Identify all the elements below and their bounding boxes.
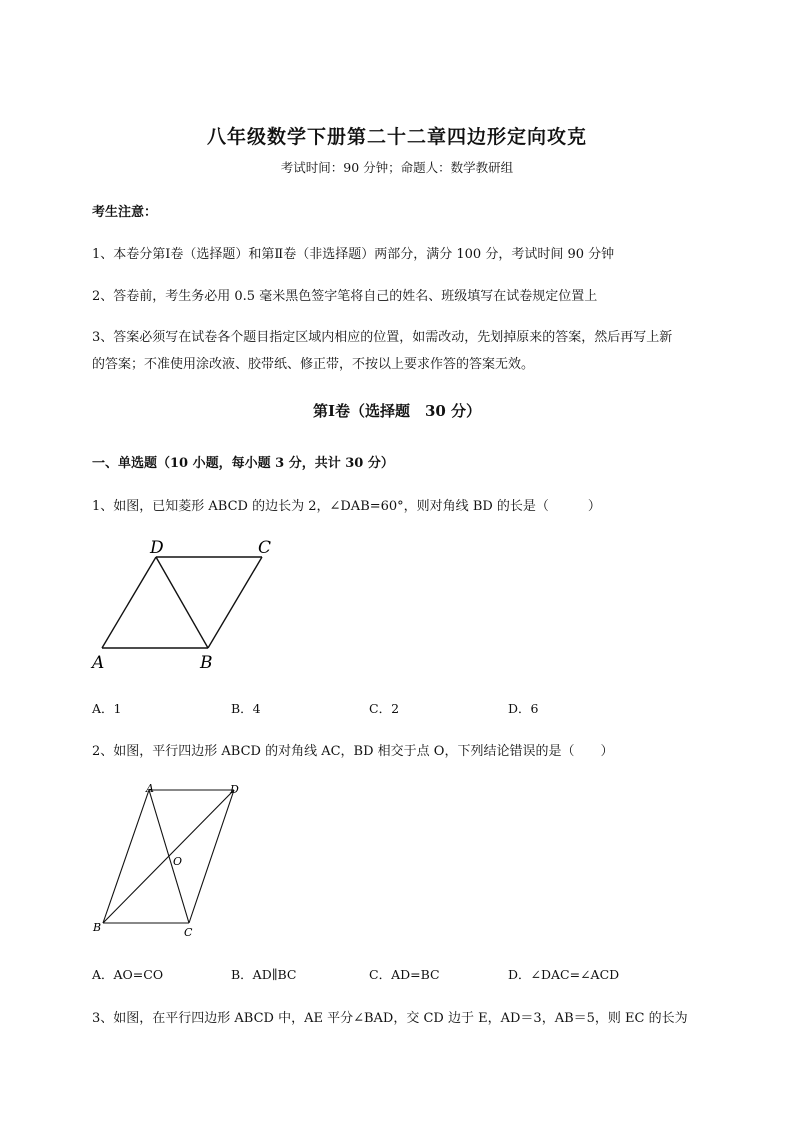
notice-item-3: 3、答案必须写在试卷各个题目指定区域内相应的位置，如需改动，先划掉原来的答案，然后再写上新 [92, 330, 673, 345]
q2-option-a[interactable]: A．AO=CO [92, 967, 164, 982]
q1-option-d[interactable]: D．6 [508, 701, 539, 716]
q2-option-c[interactable]: C．AD=BC [369, 967, 440, 982]
q1-option-a[interactable]: A．1 [92, 701, 122, 716]
question-1-stem: 1、如图，已知菱形 ABCD 的边长为 2，∠DAB=60°，则对角线 BD 的长是（ ） [92, 499, 601, 514]
rhombus-figure [88, 534, 288, 674]
vertex-label-c: C [184, 926, 193, 939]
vertex-label-d: D [150, 538, 164, 558]
vertex-label-b: B [200, 653, 213, 673]
vertex-label-c: C [258, 538, 272, 558]
notice-item-2: 2、答卷前，考生务必用 0.5 毫米黑色签字笔将自己的姓名、班级填写在试卷规定位置上 [92, 289, 598, 304]
part-title: 一、单选题（10 小题，每小题 3 分，共计 30 分） [92, 456, 394, 471]
parallelogram-figure [88, 780, 248, 940]
vertex-label-d: D [230, 783, 239, 796]
notice-item-3-continued: 的答案；不准使用涂改液、胶带纸、修正带，不按以上要求作答的答案无效。 [92, 357, 535, 372]
q1-option-b[interactable]: B．4 [231, 701, 261, 716]
notice-heading: 考生注意： [92, 205, 158, 220]
vertex-label-a: A [92, 653, 105, 673]
vertex-label-b: B [93, 921, 102, 934]
section-title: 第Ⅰ卷（选择题 30 分） [312, 402, 482, 420]
page-title: 八年级数学下册第二十二章四边形定向攻克 [206, 126, 587, 148]
q1-option-c[interactable]: C．2 [369, 701, 400, 716]
question-3-stem: 3、如图，在平行四边形 ABCD 中，AE 平分∠BAD，交 CD 边于 E，AD＝3，AB＝5，则 EC 的长为 [92, 1011, 688, 1026]
exam-info: 考试时间：90 分钟；命题人：数学教研组 [280, 160, 514, 175]
notice-item-1: 1、本卷分第Ⅰ卷（选择题）和第Ⅱ卷（非选择题）两部分，满分 100 分，考试时间 90 分钟 [92, 247, 615, 262]
vertex-label-a: A [146, 782, 154, 795]
center-label-o: O [173, 855, 183, 868]
q2-option-b[interactable]: B．AD∥BC [231, 967, 297, 982]
question-2-stem: 2、如图，平行四边形 ABCD 的对角线 AC，BD 相交于点 O，下列结论错误的是（ ） [92, 744, 614, 759]
q2-option-d[interactable]: D．∠DAC=∠ACD [508, 967, 620, 982]
